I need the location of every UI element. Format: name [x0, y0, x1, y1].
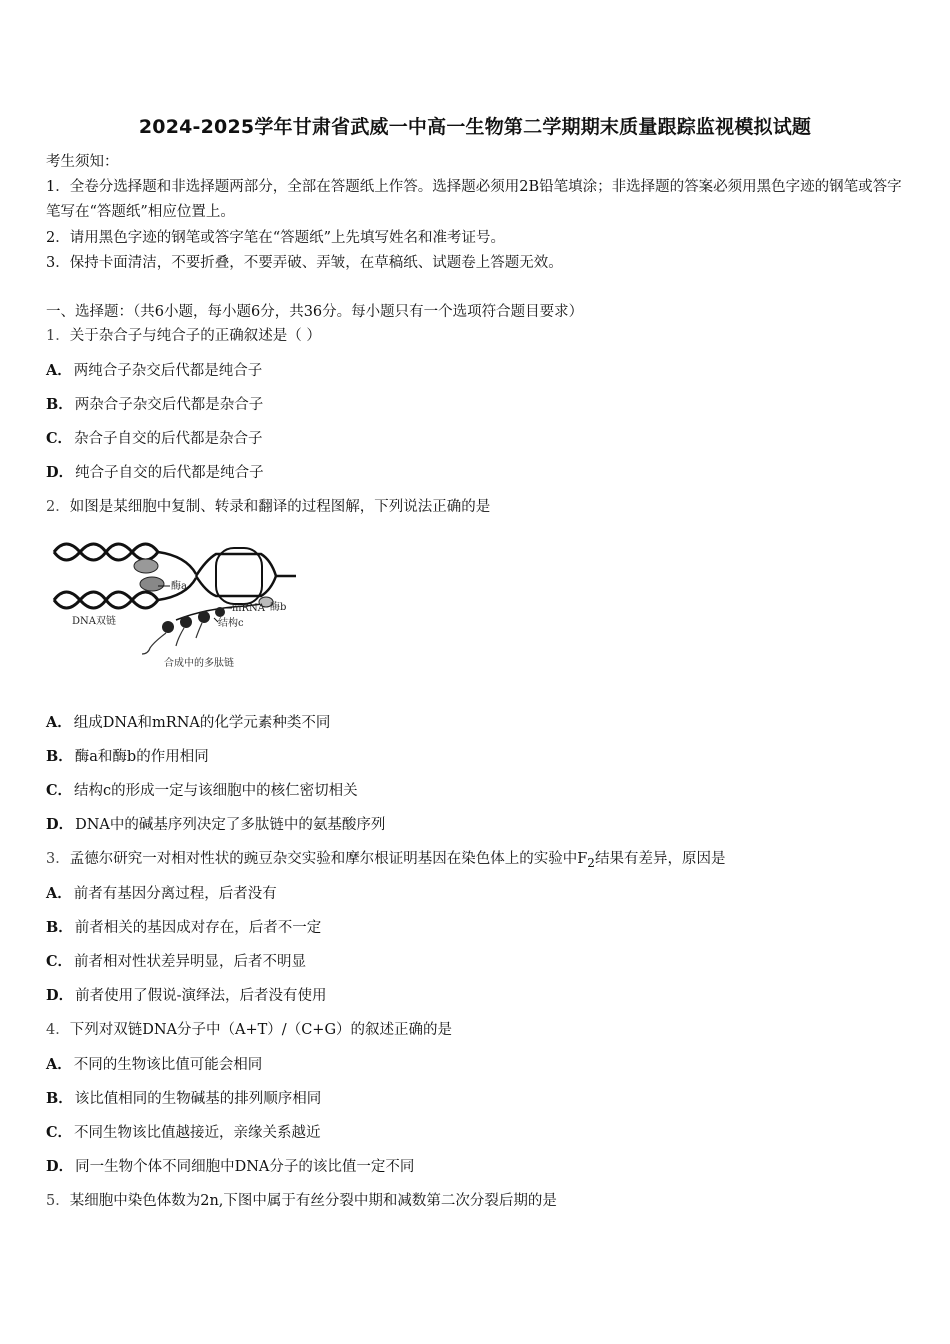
- page-title: 2024-2025学年甘肃省武威一中高一生物第二学期期末质量跟踪监视模拟试题: [138, 116, 812, 138]
- option-letter: A．: [46, 362, 72, 379]
- option-2c: [46, 781, 358, 801]
- question-number: 5．: [46, 1193, 70, 1209]
- replication-fork: [158, 552, 296, 600]
- option-letter: C．: [46, 953, 73, 970]
- option-text: 不同的生物该比值可能会相同: [73, 1057, 263, 1073]
- question-stem-post: 结果有差异，原因是: [594, 851, 726, 867]
- option-1a: [46, 361, 262, 381]
- option-2d: [46, 815, 385, 835]
- notice-heading: 考生须知：: [46, 154, 119, 170]
- option-4b: [46, 1089, 321, 1109]
- option-letter: D．: [46, 464, 74, 481]
- option-3d: [46, 986, 326, 1006]
- label-dna: DNA双链: [72, 616, 116, 627]
- question-stem: 下列对双链DNA分子中（A+T）/（C+G）的叙述正确的是: [69, 1022, 453, 1038]
- option-text: 前者有基因分离过程，后者没有: [73, 886, 277, 902]
- notice-item-2: 2．请用黑色字迹的钢笔或答字笔在“答题纸”上先填写姓名和准考证号。: [46, 230, 506, 246]
- option-4d: [46, 1157, 414, 1177]
- label-enzyme-b: 酶b: [270, 602, 287, 613]
- question-number: 2．: [46, 499, 70, 515]
- option-text: 该比值相同的生物碱基的排列顺序相同: [74, 1091, 322, 1107]
- option-letter: A．: [46, 885, 72, 902]
- option-1c: [46, 429, 263, 449]
- question-stem: 某细胞中染色体数为2n,下图中属于有丝分裂中期和减数第二次分裂后期的是: [69, 1193, 557, 1209]
- question-2: [46, 497, 490, 517]
- option-letter: B．: [46, 396, 73, 413]
- option-text: 同一生物个体不同细胞中DNA分子的该比值一定不同: [75, 1159, 415, 1175]
- option-text: 前者相对性状差异明显，后者不明显: [74, 954, 307, 970]
- option-letter: C．: [46, 430, 73, 447]
- option-4c: [46, 1123, 321, 1143]
- option-letter: D．: [46, 816, 74, 833]
- section-heading: 一、选择题：（共6小题，每小题6分，共36分。每小题只有一个选项符合题目要求）: [46, 304, 584, 320]
- question-1: [46, 326, 321, 346]
- option-text: 酶a和酶b的作用相同: [74, 749, 209, 765]
- dna-helix-upper: [54, 544, 158, 560]
- option-text: 纯合子自交的后代都是纯合子: [75, 465, 264, 481]
- option-text: 前者使用了假说-演绎法，后者没有使用: [75, 988, 327, 1004]
- question-stem-pre: 孟德尔研究一对相对性状的豌豆杂交实验和摩尔根证明基因在染色体上的实验中F: [69, 851, 588, 867]
- option-text: 前者相关的基因成对存在，后者不一定: [74, 920, 322, 936]
- option-letter: D．: [46, 987, 74, 1004]
- option-letter: C．: [46, 1124, 73, 1141]
- dna-helix-lower: [54, 592, 158, 608]
- label-enzyme-a: 酶a: [171, 581, 187, 592]
- label-mrna: mRNA: [232, 603, 265, 614]
- option-letter: B．: [46, 1090, 73, 1107]
- notice-item-1: 1．全卷分选择题和非选择题两部分，全部在答题纸上作答。选择题必须用2B铅笔填涂；非选择题的答案必须用黑色字迹的钢笔或答字笔写在“答题纸”相应位置上。: [46, 179, 902, 220]
- question-number: 3．: [46, 851, 70, 867]
- option-text: 结构c的形成一定与该细胞中的核仁密切相关: [74, 783, 358, 799]
- label-structure-c: 结构c: [218, 618, 244, 629]
- question-number: 4．: [46, 1022, 70, 1038]
- option-1b: [46, 395, 263, 415]
- dna-replication-figure: [46, 530, 306, 680]
- question-5: [46, 1191, 557, 1211]
- question-4: [46, 1020, 452, 1040]
- notice-item-3: 3．保持卡面清洁，不要折叠，不要弄破、弄皱，在草稿纸、试题卷上答题无效。: [46, 255, 563, 271]
- enzyme-a-shape: [140, 577, 164, 591]
- option-3b: [46, 918, 321, 938]
- option-text: 不同生物该比值越接近，亲缘关系越近: [74, 1125, 321, 1141]
- option-4a: [46, 1055, 262, 1075]
- option-text: 两纯合子杂交后代都是纯合子: [73, 363, 263, 379]
- enzyme-a-shape: [134, 559, 158, 573]
- option-letter: B．: [46, 919, 73, 936]
- option-3c: [46, 952, 306, 972]
- option-2a: [46, 713, 330, 733]
- option-text: 组成DNA和mRNA的化学元素种类不同: [73, 715, 331, 731]
- question-stem: 如图是某细胞中复制、转录和翻译的过程图解，下列说法正确的是: [69, 499, 491, 515]
- option-text: 杂合子自交的后代都是杂合子: [74, 431, 263, 447]
- option-letter: B．: [46, 748, 73, 765]
- option-3a: [46, 884, 277, 904]
- option-text: DNA中的碱基序列决定了多肽链中的氨基酸序列: [75, 817, 386, 833]
- option-letter: D．: [46, 1158, 74, 1175]
- question-number: 1．: [46, 328, 70, 344]
- label-peptide: 合成中的多肽链: [164, 658, 234, 669]
- option-text: 两杂合子杂交后代都是杂合子: [74, 397, 264, 413]
- option-letter: A．: [46, 1056, 72, 1073]
- option-2b: [46, 747, 209, 767]
- option-letter: A．: [46, 714, 72, 731]
- subscript: 2: [587, 855, 595, 870]
- question-stem: 关于杂合子与纯合子的正确叙述是（ ）: [69, 328, 321, 344]
- option-letter: C．: [46, 782, 73, 799]
- question-3: [46, 849, 725, 873]
- option-1d: [46, 463, 264, 483]
